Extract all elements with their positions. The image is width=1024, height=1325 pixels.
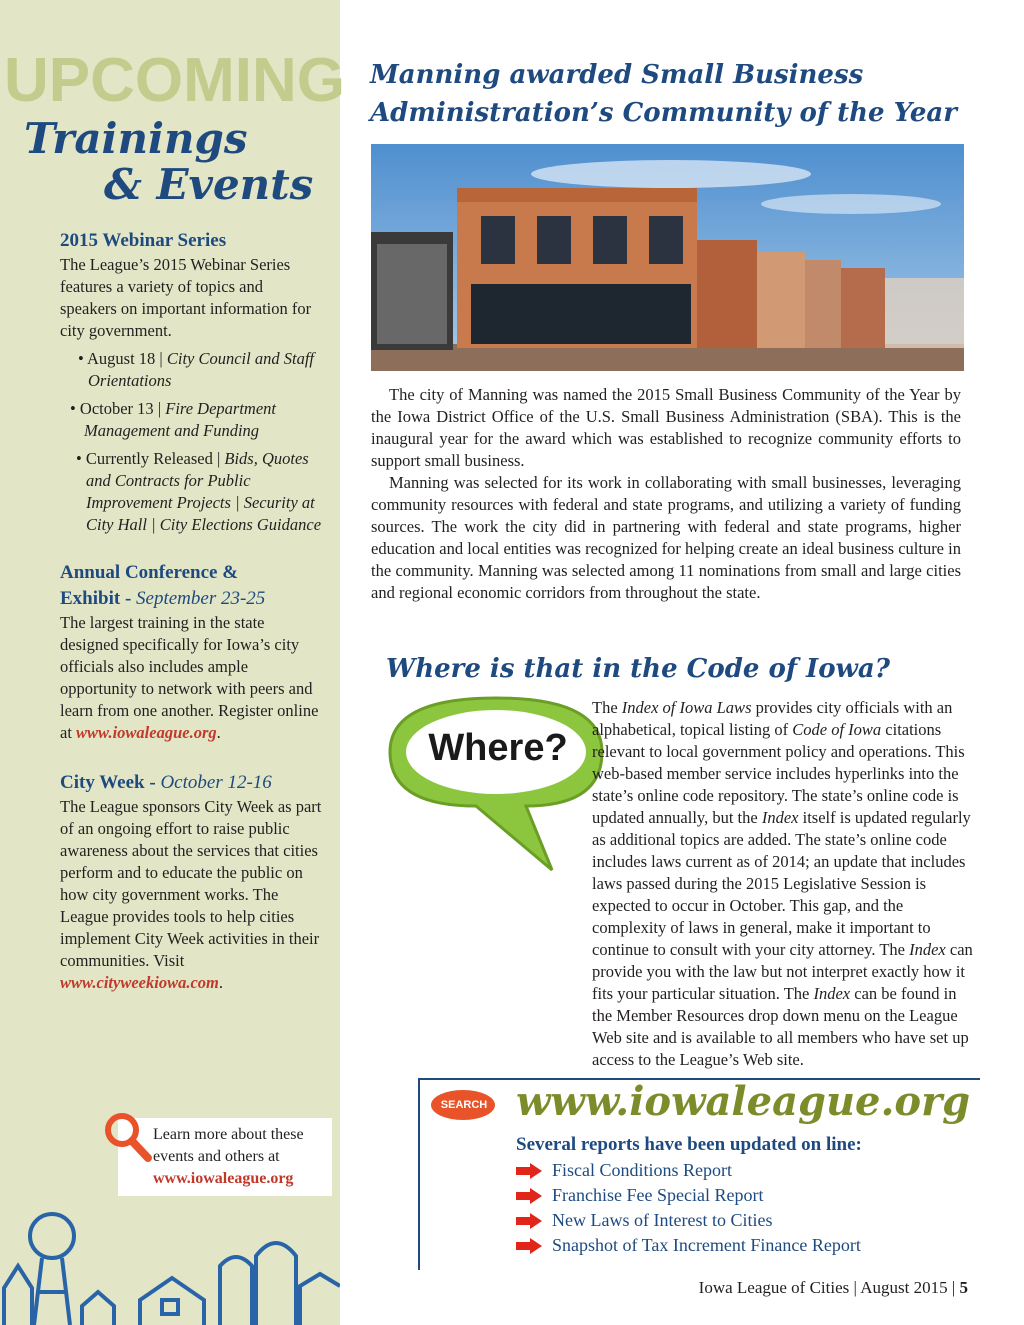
city-skyline-illustration [0, 1196, 340, 1325]
report-link[interactable]: New Laws of Interest to Cities [552, 1210, 773, 1230]
report-item[interactable] [516, 1185, 763, 1206]
learn-more-link[interactable]: www.iowaleague.org [153, 1170, 294, 1187]
webinar-bullet: • August 18 | City Council and Staff Orientations [78, 349, 314, 390]
article-paragraph: The city of Manning was named the 2015 Small Business Community of the Year by the Iowa District Office of the U.S. Small Business Administration (SBA). This is the inaugural year for the award which was established to recognize community efforts to support small business. [371, 385, 961, 470]
reports-site-url[interactable]: www.iowaleague.org [516, 1078, 971, 1125]
code-text: The [592, 698, 618, 717]
article-body [371, 384, 961, 604]
webinar-heading: 2015 Webinar Series [60, 230, 227, 251]
bullet-topic: City Council and Staff Orientations [88, 349, 314, 390]
code-text-italic: Code of Iowa [792, 720, 882, 739]
report-link[interactable]: Fiscal Conditions Report [552, 1160, 732, 1180]
reports-heading: Several reports have been updated on line: [516, 1134, 862, 1155]
footer-text: Iowa League of Cities | August 2015 | [698, 1278, 956, 1297]
magnifier-icon [100, 1108, 156, 1164]
webinar-bullet: • October 13 | Fire Department Management and Funding [70, 399, 276, 440]
arrow-right-icon [516, 1238, 542, 1254]
article-paragraph: Manning was selected for its work in collaborating with small businesses, leveraging community resources with federal and state programs, and utilizing a variety of funding sources. The work the city did in partnering with federal and state programs, higher education and local entities was recognized for helping create an ideal business culture in the community. Manning was selected among 11 nominations from small and large cities and regional economic corridors from throughout the state. [371, 473, 961, 602]
bullet-date: Currently Released | [85, 449, 221, 468]
learn-more-label: Learn more about these events and others at [153, 1126, 304, 1165]
code-body-top [592, 697, 974, 1071]
cityweek-text: The League sponsors City Week as part of an ongoing effort to raise public awareness about the services that cities perform and to educate the public on how city government works. The League provides tools to help cities implement City Week activities in their communities. Visit [60, 797, 322, 970]
webinar-text: The League’s 2015 Webinar Series features a variety of topics and speakers on important information for city government. [60, 255, 312, 340]
code-section-title: Where is that in the Code of Iowa? [386, 654, 891, 684]
conference-heading-2: Exhibit - [60, 588, 132, 609]
conference-text: The largest training in the state designed specifically for Iowa’s city officials also includes ample opportunity to network with peers and learn from one another. Register online at [60, 613, 319, 742]
article-title-line1: Manning awarded Small Business [370, 60, 864, 90]
code-text: can provide you with the law but not interpret exactly how it fits your particular situation. The [592, 940, 973, 1003]
article-title-line2: Administration’s Community of the Year [370, 98, 957, 128]
code-text: itself is updated regularly as additional topics are added. The state’s online code includes laws current as of 2014; an update that includes laws passed during the 2015 Legislative Session is expected to occur in October. This gap, and the complexity of laws in general, make it important to continue to consult with your city attorney. The [592, 808, 971, 959]
sidebar-title-events: & Events [104, 160, 314, 209]
page-footer [699, 1278, 968, 1298]
learn-more-text [153, 1124, 333, 1190]
code-text-italic: Index of Iowa Laws [621, 698, 752, 717]
sidebar-title-trainings: Trainings [24, 114, 248, 163]
arrow-right-icon [516, 1163, 542, 1179]
cityweek-date: October 12-16 [160, 772, 272, 793]
article-title [370, 56, 990, 132]
report-item[interactable] [516, 1210, 772, 1231]
report-item[interactable] [516, 1160, 732, 1181]
cityweek-heading: City Week - [60, 772, 156, 793]
webinar-bullet: • Currently Released | Bids, Quotes and Contracts for Public Improvement Projects | Security at City Hall | City Elections Guidance [76, 449, 322, 534]
arrow-right-icon [516, 1213, 542, 1229]
conference-section: Annual Conference & Exhibit - September 23-25 The largest training in the state designed specifically for Iowa’s city officials also includes ample opportunity to network with peers and learn from one another. Register online at www.iowaleague.org. [60, 560, 322, 744]
where-bubble-text: Where? [428, 727, 568, 769]
conference-link[interactable]: www.iowaleague.org [76, 723, 217, 742]
bullet-topic: Fire Department Management and Funding [84, 399, 276, 440]
code-text-italic: Index [813, 984, 851, 1003]
report-item[interactable] [516, 1235, 861, 1256]
sidebar-title-upcoming: UPCOMING [4, 46, 345, 115]
report-link[interactable]: Snapshot of Tax Increment Finance Report [552, 1235, 861, 1255]
conference-date: September 23-25 [136, 588, 266, 609]
webinar-section [60, 228, 322, 536]
conference-heading: Annual Conference & [60, 562, 239, 583]
report-link[interactable]: Franchise Fee Special Report [552, 1185, 764, 1205]
code-text: can be found in the Member Resources drop down menu on the League Web site and is available to all members who have set up access to the League’s Web site. [592, 984, 969, 1069]
code-text-italic: Index [909, 940, 946, 959]
where-speech-bubble-icon [376, 690, 616, 882]
bullet-topic: Bids, Quotes and Contracts for Public Improvement Projects | Security at City Hall | City Elections Guidance [86, 449, 322, 534]
cityweek-section: City Week - October 12-16 The League sponsors City Week as part of an ongoing effort to raise public awareness about the services that cities perform and to educate the public on how city government works. The League provides tools to help cities implement City Week activities in their communities. Visit www.cityweekiowa.com. [60, 772, 322, 992]
code-text-italic: Index [761, 808, 799, 827]
manning-street-photo [371, 144, 964, 371]
cityweek-link[interactable]: www.cityweekiowa.com [60, 973, 219, 992]
arrow-right-icon [516, 1188, 542, 1204]
bullet-date: August 18 | [87, 349, 163, 368]
page-number: 5 [959, 1278, 968, 1297]
code-text: provides city officials with an alphabetical, topical listing of [592, 698, 953, 739]
code-text: citations relevant to local government policy and operations. This web-based member service includes hyperlinks into the state’s online code repository. The state’s online code is updated annually, but the [592, 720, 965, 827]
search-badge-label[interactable]: SEARCH [440, 1099, 488, 1111]
bullet-date: October 13 | [79, 399, 162, 418]
